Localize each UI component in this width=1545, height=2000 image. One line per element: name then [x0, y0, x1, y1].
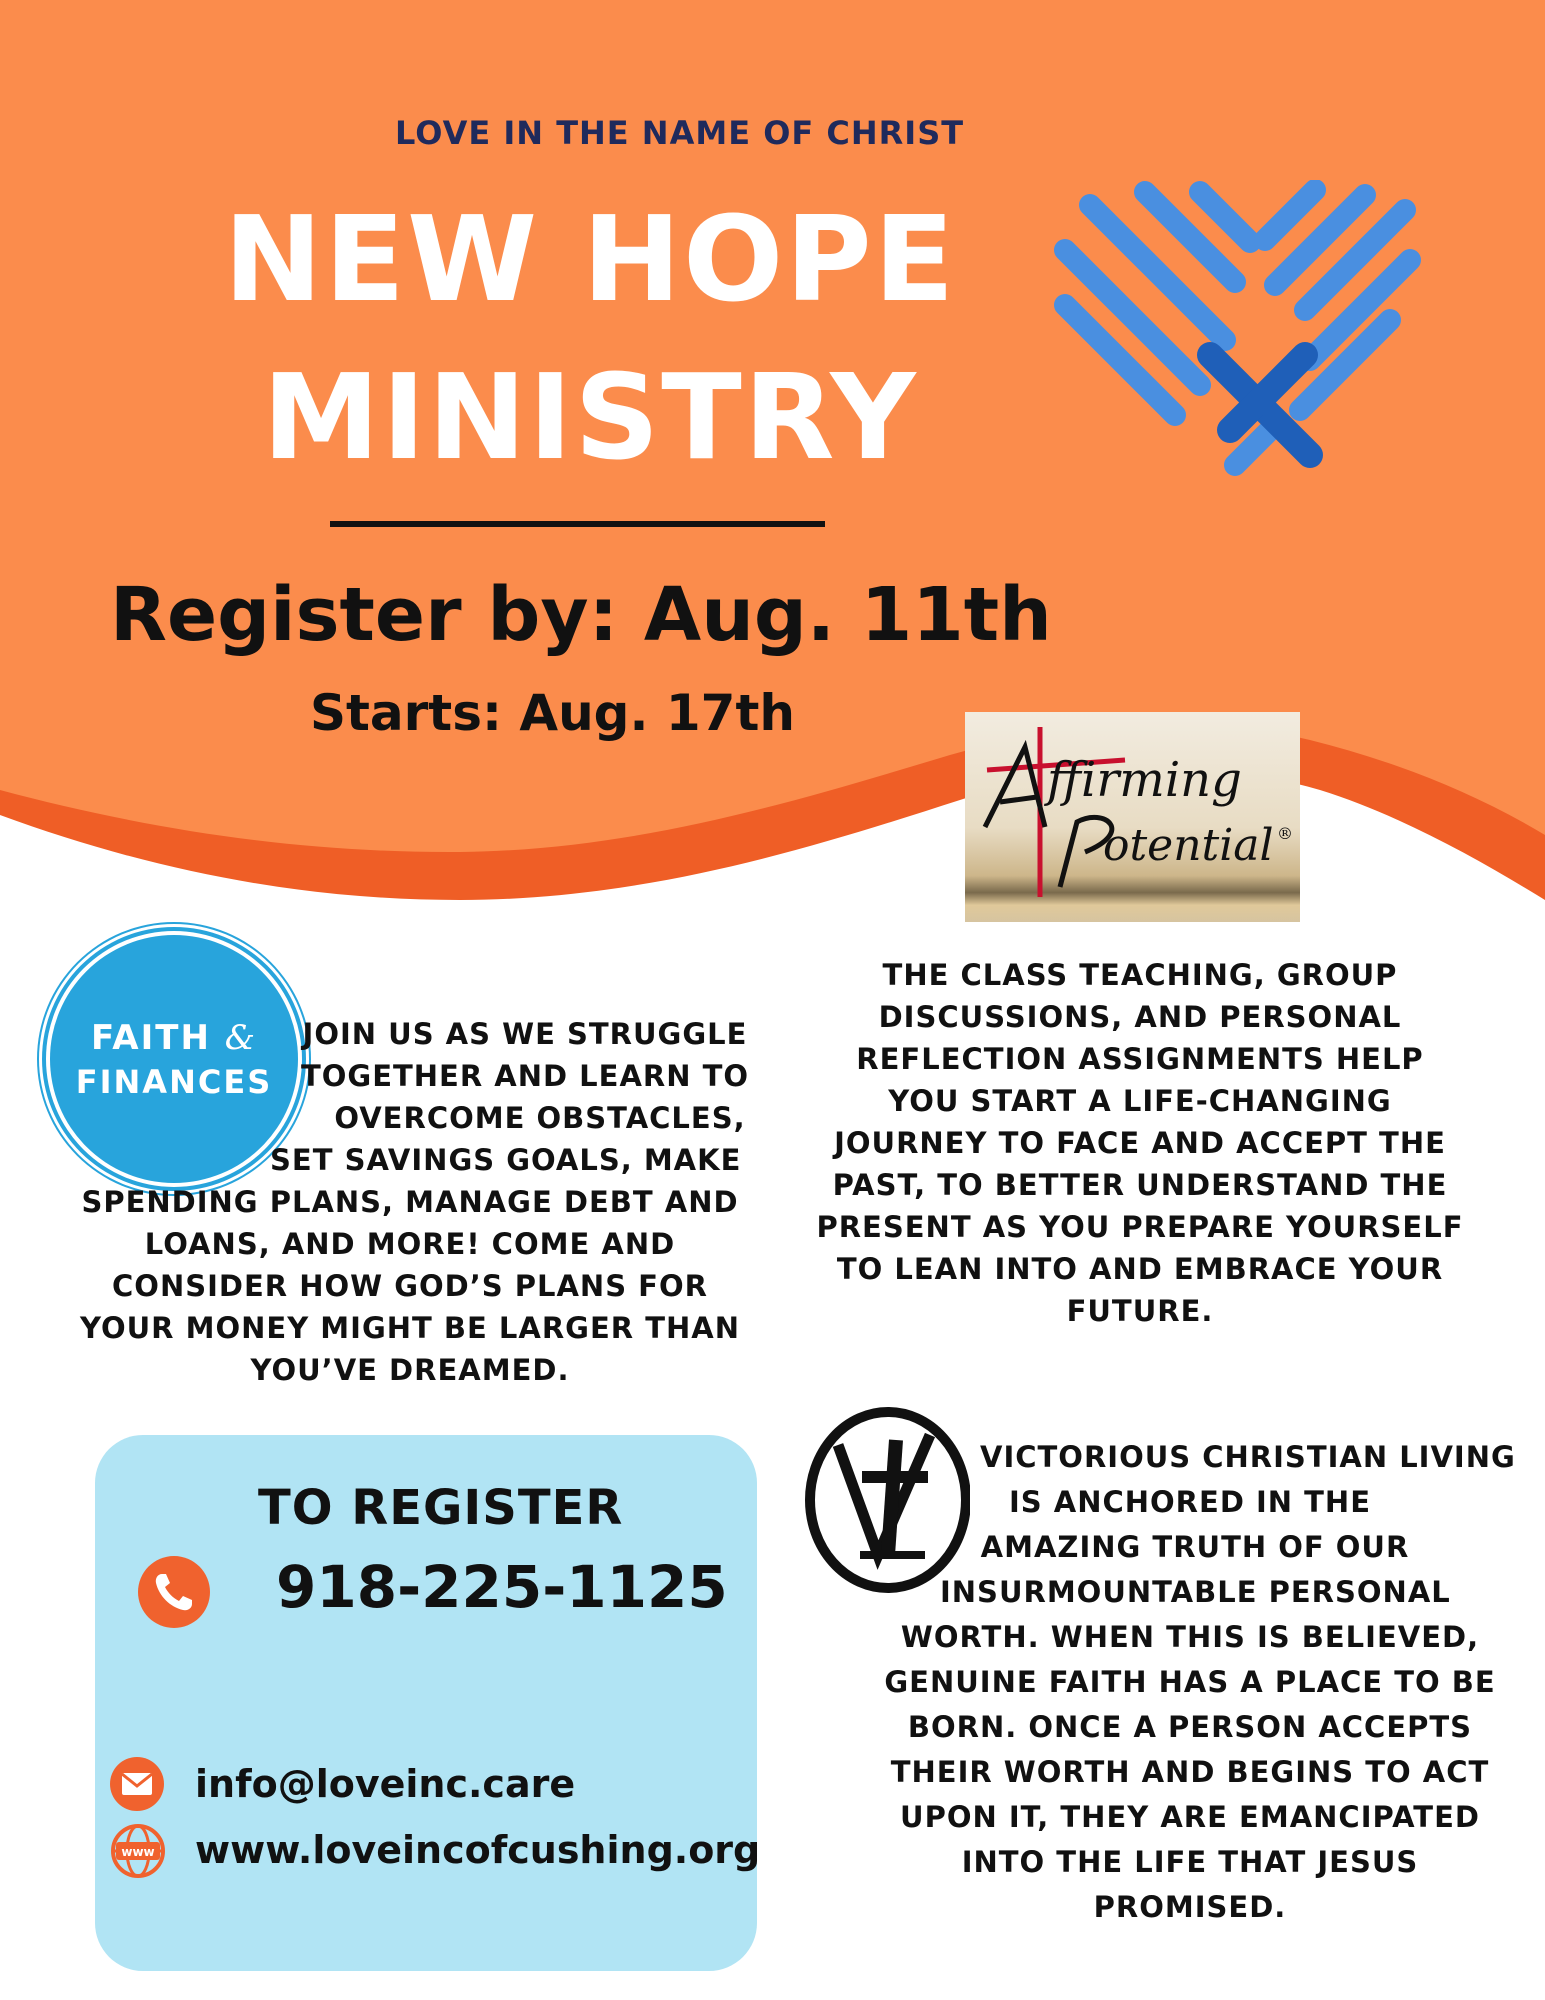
register-by-date: Register by: Aug. 11th — [110, 572, 1052, 658]
vcl-line-7: BORN. ONCE A PERSON ACCEPTS — [907, 1710, 1473, 1744]
ap-line-9: FUTURE. — [1066, 1294, 1214, 1328]
globe-icon — [110, 1823, 166, 1879]
potential-word: otential — [1103, 820, 1274, 871]
faith-line-6: LOANS, AND MORE! COME AND — [144, 1227, 676, 1261]
vcl-line-4: INSURMOUNTABLE PERSONAL — [940, 1575, 1451, 1609]
faith-line-8: YOUR MONEY MIGHT BE LARGER THAN — [80, 1311, 740, 1345]
faith-line-5: SPENDING PLANS, MANAGE DEBT AND — [81, 1185, 739, 1219]
website-link[interactable]: www.loveincofcushing.org — [195, 1828, 761, 1872]
faith-line-9: YOU’VE DREAMED. — [250, 1353, 570, 1387]
phone-icon — [138, 1556, 210, 1628]
email-link[interactable]: info@loveinc.care — [195, 1762, 576, 1806]
vcl-line-9: UPON IT, THEY ARE EMANCIPATED — [900, 1800, 1480, 1834]
title-line-2: MINISTRY — [262, 348, 918, 486]
faith-finances-logo — [50, 935, 298, 1183]
ap-line-3: REFLECTION ASSIGNMENTS HELP — [856, 1042, 1424, 1076]
faith-line-3: OVERCOME OBSTACLES, — [334, 1101, 746, 1135]
faith-line-4: SET SAVINGS GOALS, MAKE — [270, 1143, 742, 1177]
registered-mark: ® — [1277, 824, 1293, 843]
mail-icon — [110, 1757, 164, 1811]
vcl-line-3: AMAZING TRUTH OF OUR — [980, 1530, 1410, 1564]
tagline: LOVE IN THE NAME OF CHRIST — [395, 114, 965, 152]
vcl-line-1: VICTORIOUS CHRISTIAN LIVING — [980, 1440, 1516, 1474]
vcl-line-2: IS ANCHORED IN THE — [1008, 1485, 1372, 1519]
faith-finances-line-1: FAITH & — [90, 1018, 258, 1058]
ap-line-1: THE CLASS TEACHING, GROUP — [882, 958, 1398, 992]
affirming-potential-logo — [965, 712, 1300, 922]
heart-cross-logo — [1050, 180, 1430, 480]
page-title — [150, 180, 1030, 496]
affirming-word: ffirming — [1047, 752, 1242, 808]
ap-line-6: PAST, TO BETTER UNDERSTAND THE — [832, 1168, 1448, 1202]
vcl-line-5: WORTH. WHEN THIS IS BELIEVED, — [900, 1620, 1480, 1654]
faith-line-7: CONSIDER HOW GOD’S PLANS FOR — [112, 1269, 708, 1303]
ap-line-5: JOURNEY TO FACE AND ACCEPT THE — [834, 1126, 1446, 1160]
vcl-line-6: GENUINE FAITH HAS A PLACE TO BE — [884, 1665, 1496, 1699]
vcl-line-11: PROMISED. — [1093, 1890, 1287, 1924]
vcl-line-10: INTO THE LIFE THAT JESUS — [961, 1845, 1419, 1879]
start-date: Starts: Aug. 17th — [310, 684, 795, 742]
phone-number-link[interactable]: 918-225-1125 — [276, 1553, 728, 1621]
faith-line-2: TOGETHER AND LEARN TO — [300, 1059, 750, 1093]
ap-line-8: TO LEAN INTO AND EMBRACE YOUR — [836, 1252, 1444, 1286]
title-line-1: NEW HOPE — [223, 190, 957, 328]
faith-line-1: JOIN US AS WE STRUGGLE — [302, 1017, 748, 1051]
www-badge-text: www — [121, 1845, 155, 1859]
to-register-heading: TO REGISTER — [258, 1480, 624, 1536]
faith-finances-line-2: FINANCES — [75, 1063, 273, 1101]
vcl-line-8: THEIR WORTH AND BEGINS TO ACT — [890, 1755, 1490, 1789]
divider-rule — [330, 521, 825, 527]
ap-line-4: YOU START A LIFE-CHANGING — [888, 1084, 1392, 1118]
ap-line-2: DISCUSSIONS, AND PERSONAL — [878, 1000, 1402, 1034]
ap-line-7: PRESENT AS YOU PREPARE YOURSELF — [816, 1210, 1464, 1244]
